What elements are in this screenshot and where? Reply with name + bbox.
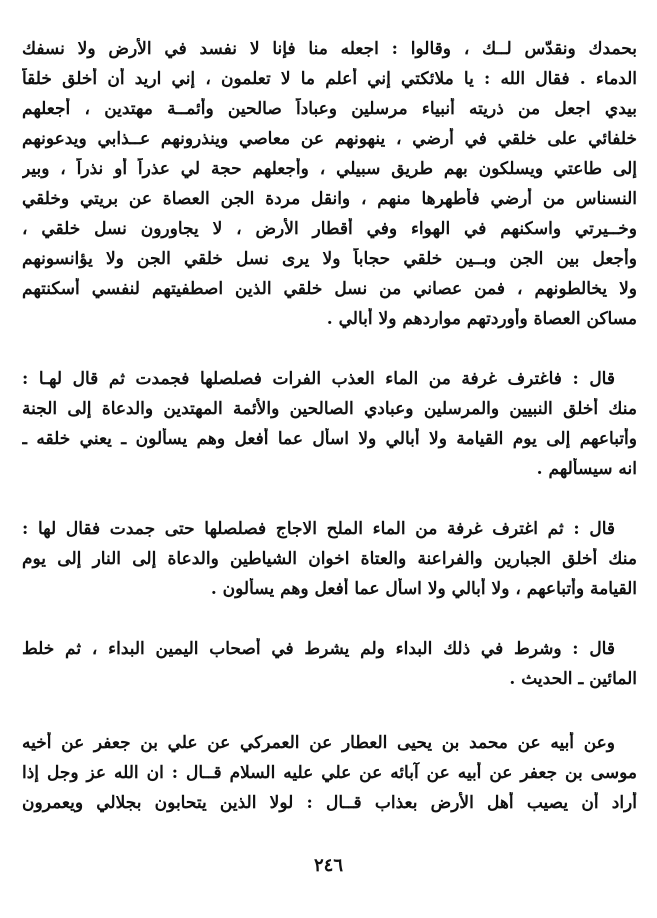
text-line: موسى بن جعفر عن أبيه عن آبائه عن علي عليه السلام قــال : ان الله عز وجل إذا — [22, 763, 637, 783]
text-line: منك أخلق النبيين والمرسلين وعبادي الصالحين والأئمة المهتدين والدعاة إلى الجنة — [22, 399, 637, 419]
text-line: بحمدك ونقدّس لــك ، وقالوا : اجعله منا فإنا لا نفسد في الأرض ولا نسفك — [22, 39, 637, 59]
text-line: الدماء . فقال الله : يا ملائكتي إني أعلم ما لا تعلمون ، إني اريد أن أخلق خلقاً — [22, 69, 637, 89]
text-line: إلى طاعتي ويسلكون بهم طريق سبيلي ، وأجعلهم حجة لي عذراً أو نذراً ، وبير — [22, 159, 637, 179]
text-line: قال : ثم اغترف غرفة من الماء الملح الاجاج فصلصلها حتى جمدت فقال لها : — [22, 519, 615, 539]
text-line: قال : وشرط في ذلك البداء ولم يشرط في أصحاب اليمين البداء ، ثم خلط — [22, 639, 615, 659]
text-line: منك أخلق الجبارين والفراعنة والعتاة اخوان الشياطين والدعاة إلى النار إلى يوم — [22, 549, 637, 569]
page-number: ٢٤٦ — [313, 855, 343, 876]
text-line: انه سيسألهم . — [536, 459, 637, 479]
text-line: وأجعل بين الجن وبــين خلقي حجاباً ولا يرى نسل خلقي الجن ولا يؤانسونهم — [22, 249, 637, 269]
text-line: خلفائي على خلقي في أرضي ، ينهونهم عن معاصي وينذرونهم عــذابي ويدعونهم — [22, 129, 637, 149]
text-line: ولا يخالطونهم ، فمن عصاني من نسل خلقي الذين اصطفيتهم لنفسي أسكنتهم — [22, 279, 637, 299]
text-line: القيامة وأتباعهم ، ولا أبالي ولا اسأل عما أفعل وهم يسألون . — [210, 579, 637, 599]
text-line: مساكن العصاة وأوردتهم مواردهم ولا أبالي . — [326, 309, 637, 329]
text-line: وأتباعهم إلى يوم القيامة ولا أبالي ولا اسأل عما أفعل وهم يسألون ـ يعني خلقه ـ — [22, 429, 637, 449]
text-line: قال : فاغترف غرفة من الماء العذب الفرات فصلصلها فجمدت ثم قال لهـا : — [22, 369, 615, 389]
text-line: بيدي اجعل من ذريته أنبياء مرسلين وعباداً صالحين وأئمــة مهتدين ، أجعلهم — [22, 99, 637, 119]
text-line: المائين ـ الحديث . — [509, 669, 637, 689]
text-line: أراد أن يصيب أهل الأرض بعذاب قــال : لولا الذين يتحابون بجلالي ويعمرون — [22, 793, 637, 813]
text-line: وخــيرتي واسكنهم في الهواء وفي أقطار الأرض ، لا يجاورون نسل خلقي ، — [22, 219, 637, 239]
text-line: وعن أبيه عن محمد بن يحيى العطار عن العمركي عن علي بن جعفر عن أخيه — [22, 733, 615, 753]
text-line: النسناس من أرضي فأطهرها منهم ، وانقل مردة الجن العصاة عن بريتي وخلقي — [22, 189, 637, 209]
